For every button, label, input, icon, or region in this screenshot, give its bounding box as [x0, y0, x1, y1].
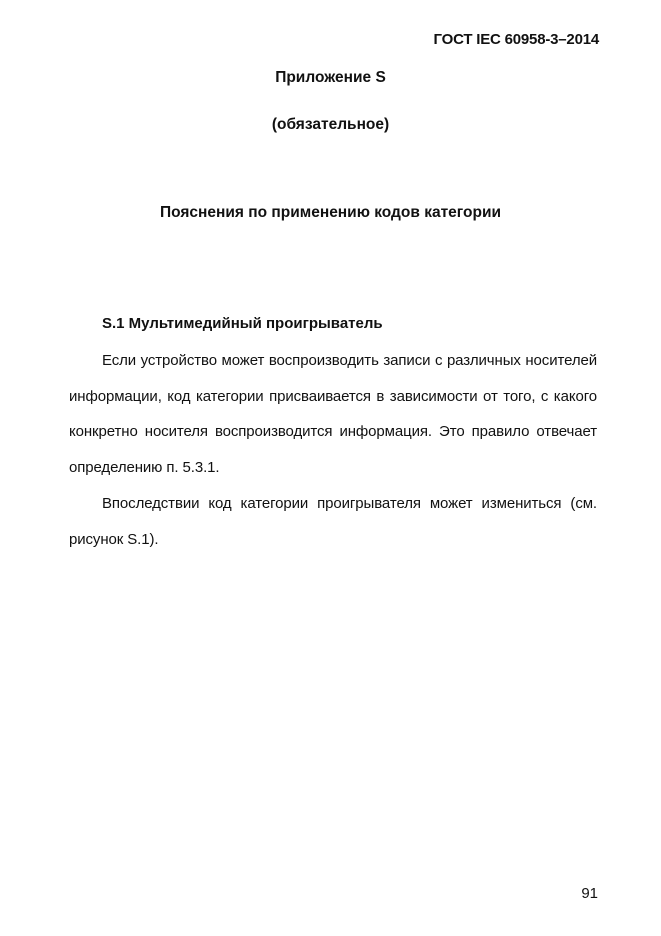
body-paragraph: Впоследствии код категории проигрывателя может измениться (см. рисунок S.1). — [69, 495, 597, 548]
document-code: ГОСТ IEC 60958-3–2014 — [433, 31, 599, 48]
section-title: S.1 Мультимедийный проигрыватель — [102, 315, 383, 332]
body-paragraph: Если устройство может воспроизводить записи с различных носителей информации, код категории присваивается в зависимости от того, с какого конкретно носителя воспроизводится информация. Это правило отвечает определению п. 5.3.1. — [69, 352, 597, 476]
page-number: 91 — [581, 885, 598, 902]
annex-status: (обязательное) — [271, 116, 390, 133]
annex-title: Приложение S — [275, 69, 386, 86]
annex-heading: Пояснения по применению кодов категории — [159, 204, 502, 221]
